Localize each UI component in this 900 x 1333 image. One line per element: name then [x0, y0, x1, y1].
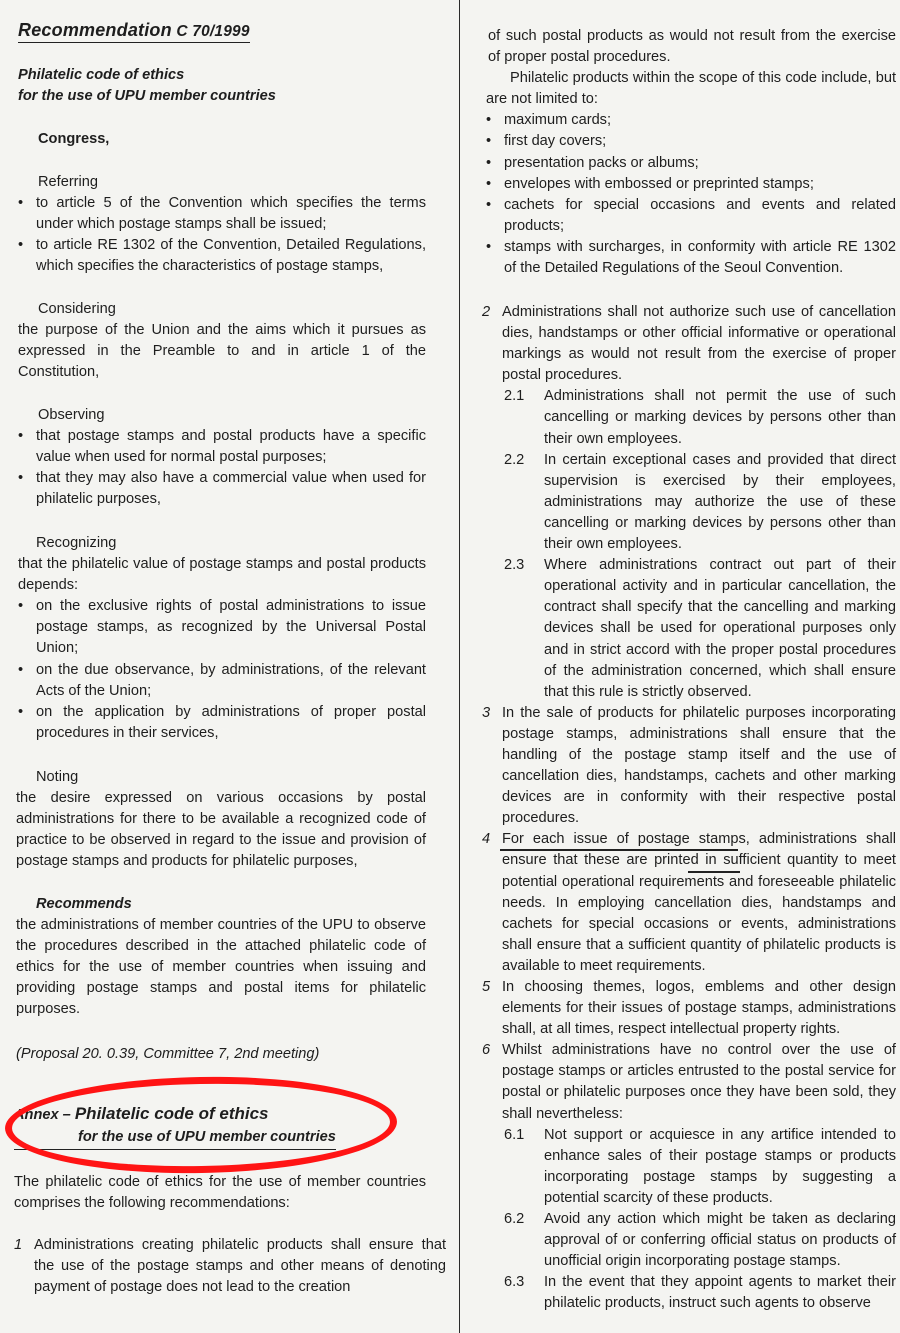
recommendation-number: 6 [482, 1042, 491, 1059]
recognizing-heading: Recognizing [36, 535, 117, 551]
right-intro [482, 26, 896, 279]
proposal-reference: (Proposal 20. 0.39, Committee 7, 2nd meeting) [16, 1046, 320, 1062]
annex-heading [14, 1103, 336, 1150]
product-list [482, 110, 896, 279]
list-item: • that they may also have a commercial value when used for philatelic purposes, [14, 468, 426, 510]
sub-item [482, 1272, 896, 1314]
recommends-section [14, 894, 426, 1021]
recommendation-text: Administrations creating philatelic products shall ensure that the use of the postage stamps and other means of denoting payment of postage does not lead to the creation [34, 1237, 446, 1296]
referring-heading: Referring [38, 174, 99, 190]
recommendation-text: For each issue of postage stamps, administrations shall ensure that these are printed in sufficient quantity to meet potential operational requirements and foreseeable philatelic needs. In employing cancellation dies, handstamps and cachets for special occasions or events, administrations shall ensure that a sufficient quantity of philatelic products is available to meet requirements. [502, 831, 896, 974]
annex-intro: The philatelic code of ethics for the use of member countries comprises the following recommendations: [14, 1174, 426, 1212]
title-code: C 70/1999 [176, 23, 250, 40]
observing-heading: Observing [38, 407, 105, 423]
title-prefix: Recommendation [18, 20, 172, 40]
handdrawn-underline-2 [688, 871, 740, 873]
list-item: • to article RE 1302 of the Convention, Detailed Regulations, which specifies the characteristics of postage stamps, [14, 235, 426, 277]
scope-text: Philatelic products within the scope of this code include, but are not limited to: [486, 70, 896, 108]
recommendation-text: Whilst administrations have no control over the use of postage stamps or articles entrusted to the postal service for postal or philatelic purposes once they have been sold, they shall nevertheless: [502, 1042, 896, 1122]
list-item: • presentation packs or albums; [482, 153, 896, 174]
sub-text: Administrations shall not permit the use of such cancelling or marking devices by persons other than their own employees. [544, 388, 896, 447]
sub-item [482, 450, 896, 555]
recognizing-section [14, 533, 426, 744]
sub-number: 2.3 [504, 557, 525, 574]
list-item: • cachets for special occasions and events and related products; [482, 195, 896, 237]
column-divider [459, 0, 460, 1333]
recommends-text: the administrations of member countries of the UPU to observe the procedures described in the attached philatelic code of ethics for the use of member countries when issuing and providing postage stamps and postal items for philatelic purposes. [16, 917, 426, 1018]
referring-list [14, 193, 426, 277]
recommendation-text: Administrations shall not authorize such use of cancellation dies, handstamps or other official informative or operational markings as would not result from the exercise of proper postal procedures. [502, 304, 896, 384]
sub-number: 6.2 [504, 1211, 525, 1228]
recognizing-list [14, 596, 426, 744]
noting-section [14, 767, 426, 872]
subtitle-line2: for the use of UPU member countries [18, 88, 276, 104]
congress-heading: Congress, [38, 131, 110, 147]
recommendation-number: 4 [482, 831, 491, 848]
recognizing-text: that the philatelic value of postage stamps and postal products depends: [18, 556, 426, 594]
recommendation-number: 3 [482, 704, 491, 721]
recommendation-number: 5 [482, 979, 491, 995]
annex-line2: for the use of UPU member countries [14, 1126, 336, 1150]
list-item: • on the exclusive rights of postal administrations to issue postage stamps, as recognized by the Universal Postal Union; [14, 596, 426, 659]
list-item: • maximum cards; [482, 110, 896, 131]
sub-number: 2.1 [504, 388, 525, 405]
recommendation-number: 1 [14, 1237, 23, 1253]
list-item: • first day covers; [482, 131, 896, 152]
annex-line1 [14, 1103, 336, 1126]
considering-section [14, 299, 426, 383]
sub-number: 6.1 [504, 1126, 525, 1143]
recommendation-2 [482, 302, 896, 1315]
sub-text: Not support or acquiesce in any artifice intended to enhance sales of their postage stamps or products incorporating postage stamps by suggesting a potential scarcity of these products. [544, 1126, 896, 1206]
recommendation-text: In the sale of products for philatelic purposes incorporating postage stamps, administrations shall ensure that the handling of the postage stamp itself and the use of cancellation dies, handstamps, cachets and other marking devices are in conformity with their respective postal procedures. [502, 704, 896, 827]
recommends-heading: Recommends [36, 896, 132, 912]
observing-list [14, 426, 426, 510]
list-item: • stamps with surcharges, in conformity with article RE 1302 of the Detailed Regulations of the Seoul Convention. [482, 237, 896, 279]
sub-text: Where administrations contract out part of their operational activity and in particular cancellation, the contract shall specify that the cancelling and marking devices shall be used for operational purposes only and in strict accord with the proper postal procedures of the administration concerned, which shall ensure that this rule is strictly observed. [544, 557, 896, 700]
annex-prefix: Annex – [14, 1107, 71, 1123]
list-item: • that postage stamps and postal products have a specific value when used for normal postal purposes; [14, 426, 426, 468]
recommendation-1 [14, 1235, 446, 1298]
noting-heading: Noting [36, 769, 79, 785]
list-item: • envelopes with embossed or preprinted stamps; [482, 174, 896, 195]
considering-heading: Considering [38, 301, 116, 317]
sub-text: Avoid any action which might be taken as declaring approval of or conferring official status on products of unofficial origin incorporating postage stamps. [544, 1211, 896, 1270]
handdrawn-underline-1 [500, 849, 738, 851]
sub-number: 2.2 [504, 451, 525, 468]
document-subtitle [18, 65, 418, 107]
sub-item [482, 1209, 896, 1272]
sub-item [482, 555, 896, 703]
sub-text: In the event that they appoint agents to market their philatelic products, instruct such agents to observe [544, 1274, 896, 1312]
list-item: • on the application by administrations of proper postal procedures in their services, [14, 702, 426, 744]
continuation-text: of such postal products as would not result from the exercise of proper postal procedures. [488, 28, 896, 66]
recommendation-text: In choosing themes, logos, emblems and other design elements for their issues of postage stamps, administrations shall, at all times, respect intellectual property rights. [502, 979, 896, 1038]
sub-text: In certain exceptional cases and provided that direct supervision is exercised by their employees, administrations may authorize the use of these cancelling or marking devices by persons other than their own employees. [544, 451, 896, 553]
recommendation-number: 2 [482, 304, 491, 320]
annex-title: Philatelic code of ethics [74, 1104, 269, 1123]
observing-section [14, 405, 426, 510]
noting-text: the desire expressed on various occasions by postal administrations for there to be available a recognized code of practice to be observed in regard to the issue and provision of postage stamps and products for philatelic purposes, [16, 790, 426, 870]
sub-item [482, 386, 896, 449]
list-item: • on the due observance, by administrations, of the relevant Acts of the Union; [14, 660, 426, 702]
list-item: • to article 5 of the Convention which specifies the terms under which postage stamps shall be issued; [14, 193, 426, 235]
referring-section [14, 172, 426, 277]
sub-number: 6.3 [504, 1274, 525, 1291]
subtitle-line1: Philatelic code of ethics [18, 67, 185, 83]
sub-item [482, 1125, 896, 1209]
considering-text: the purpose of the Union and the aims which it pursues as expressed in the Preamble to and in article 1 of the Constitution, [18, 322, 426, 381]
